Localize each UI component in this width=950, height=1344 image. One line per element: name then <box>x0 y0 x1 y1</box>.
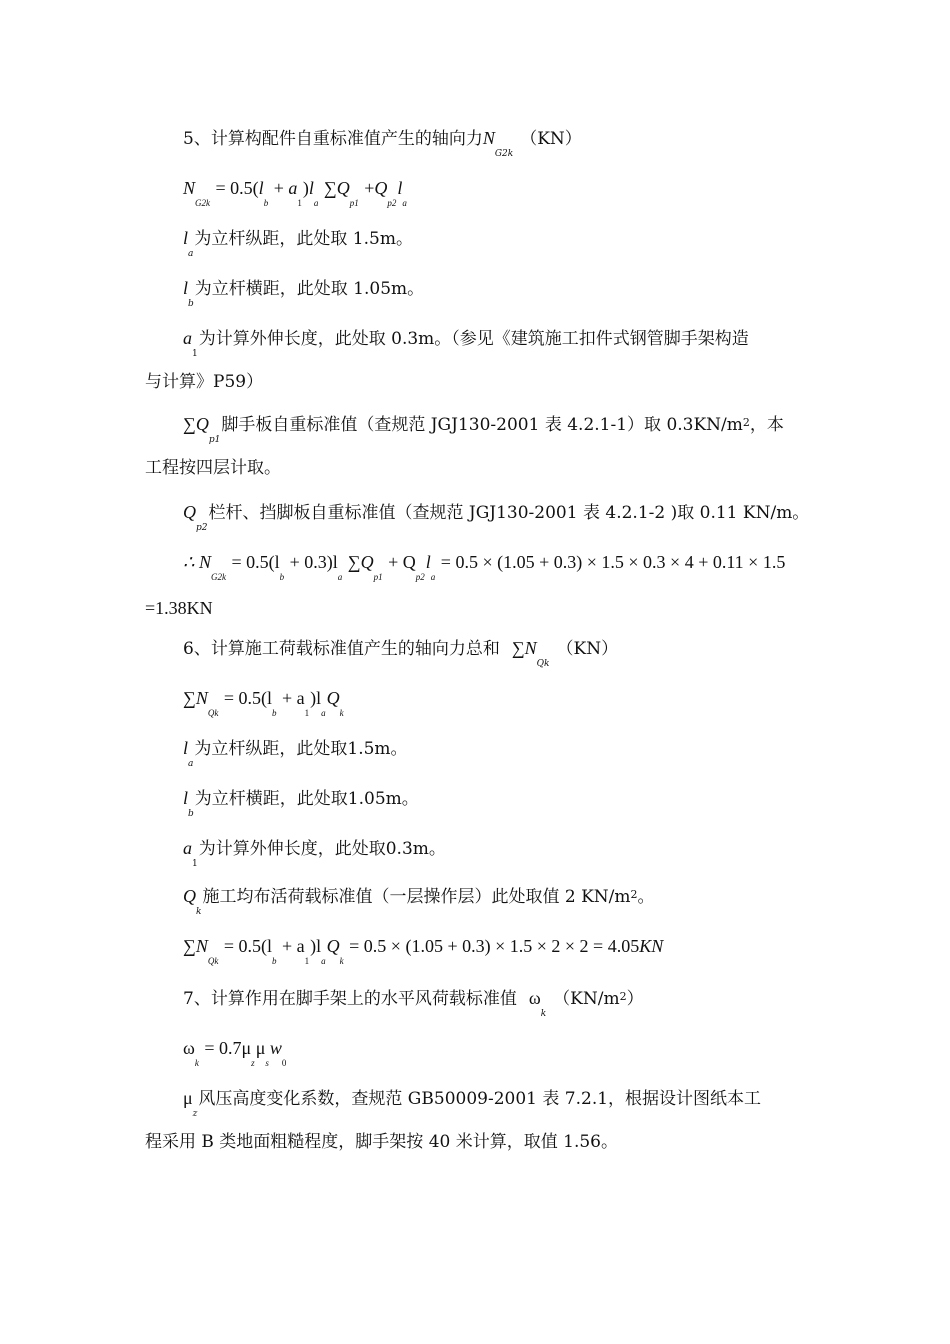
s6-a1-symbol: a <box>183 838 192 858</box>
s6-a1-sub: 1 <box>192 859 198 869</box>
section-7-formula <box>0 1036 950 1072</box>
section-6-la-definition <box>0 736 950 772</box>
s6-a1-text: 为计算外伸长度，此处取0.3m。 <box>198 839 446 859</box>
s7-mu: μ <box>255 1038 266 1058</box>
section-6-unit: （KN） <box>556 639 619 659</box>
la-text: 为立杆纵距，此处取 1.5m。 <box>194 229 413 249</box>
s6-qk-text: 施工均布活荷载标准值（一层操作层）此处取值 2 KN/m <box>202 887 631 907</box>
formula-a-sub: a <box>313 198 319 208</box>
s6-calc-values: = 0.5 × (1.05 + 0.3) × 1.5 × 2 × 2 = 4.05 <box>349 936 640 956</box>
s6-la-symbol: l <box>183 738 189 758</box>
formula-rhs: = 0.5( <box>215 178 259 198</box>
a1-symbol: a <box>183 328 192 348</box>
section-7-muz-continuation <box>0 1130 950 1166</box>
calc-sum: ∑Q <box>347 552 374 572</box>
s7-lhs-sub: k <box>194 1058 199 1068</box>
formula-l2: l <box>308 178 314 198</box>
calc-b-sub: b <box>279 572 285 582</box>
s7-rhs: = 0.7μ <box>204 1038 252 1058</box>
s6-calc-q: Q <box>326 936 340 956</box>
section-6-heading-text: 6、计算施工荷载标准值产生的轴向力总和 <box>183 639 500 659</box>
muz-sub: z <box>192 1109 198 1119</box>
a1-cont-text: 与计算》P59） <box>145 372 264 392</box>
formula-lhs: N <box>183 178 196 198</box>
s6-1-sub: 1 <box>304 708 310 718</box>
section-5-qp2-definition <box>0 500 950 536</box>
section-7-unit-close: ） <box>626 989 644 1009</box>
formula-tail-sub: a <box>402 198 407 208</box>
s6-qk-sub: k <box>196 907 202 917</box>
section-5-qp1-continuation <box>0 456 950 492</box>
qp1-cont-text: 工程按四层计取。 <box>145 458 281 478</box>
section-6-formula <box>0 686 950 722</box>
qp1-sup: 2 <box>742 416 750 429</box>
calc-values: = 0.5 × (1.05 + 0.3) × 1.5 × 0.3 × 4 + 0.11 × 1.5 <box>440 552 786 572</box>
formula-q: Q <box>374 178 388 198</box>
calc-a-sub: a <box>337 572 343 582</box>
section-5-result <box>0 596 950 632</box>
s6-calc-k-sub: k <box>339 956 344 966</box>
s6-qk-symbol: Q <box>183 886 196 906</box>
formula-plus: + <box>273 178 284 198</box>
a1-text: 为计算外伸长度，此处取 0.3m。（参见《建筑施工扣件式钢管脚手架构造 <box>198 329 749 349</box>
s7-w: w <box>269 1038 282 1058</box>
s6-calc-mid: + a <box>282 936 305 956</box>
calc-sub: G2k <box>210 572 226 582</box>
s6-k-sub: k <box>339 708 344 718</box>
section-6-calculation <box>0 934 950 970</box>
s6-q: Q <box>326 688 340 708</box>
calc-a2-sub: a <box>430 572 436 582</box>
section-5-heading <box>0 126 950 162</box>
section-5-a1-continuation <box>0 370 950 406</box>
formula-tail-l: l <box>397 178 403 198</box>
s6-calc-lhs-sub: Qk <box>207 956 219 966</box>
calc-mid: + 0.3)l <box>289 552 338 572</box>
formula-lhs-sub: G2k <box>195 198 211 208</box>
lb-symbol: l <box>183 278 189 298</box>
s6-mid: + a <box>282 688 305 708</box>
formula-plus2: + <box>364 178 375 198</box>
calc-l: l <box>425 552 431 572</box>
formula-close: ) <box>302 178 309 198</box>
qp1-text-end: ，本 <box>749 415 784 435</box>
section-6-a1-definition <box>0 836 950 872</box>
s6-qk-sup: 2 <box>630 888 638 901</box>
s6-calc-lhs: ∑N <box>183 936 208 956</box>
calc-p2-sub: p2 <box>415 572 425 582</box>
s6-la-text: 为立杆纵距，此处取1.5m。 <box>194 739 408 759</box>
s6-lhs-sub: Qk <box>207 708 219 718</box>
s6-qk-text-end: 。 <box>637 887 655 907</box>
s6-calc-a-sub: a <box>321 956 326 966</box>
qp1-symbol: ∑Q <box>183 414 209 434</box>
section-5-qp1-definition <box>0 412 950 448</box>
s6-calc-close: )l <box>310 936 322 956</box>
s6-calc-rhs: = 0.5(l <box>223 936 272 956</box>
section-5-heading-text: 5、计算构配件自重标准值产生的轴向力 <box>183 129 483 149</box>
s7-lhs: ω <box>183 1038 195 1058</box>
s6-calc-b-sub: b <box>272 956 277 966</box>
calc-prefix: ∴ N <box>183 552 211 572</box>
s7-z-sub: z <box>251 1058 255 1068</box>
s6-close: )l <box>310 688 322 708</box>
unit-kn: （KN） <box>520 129 582 149</box>
section-5-la-definition <box>0 226 950 262</box>
la-sub: a <box>188 249 194 259</box>
formula-1-sub: 1 <box>297 198 302 208</box>
la-symbol: l <box>183 228 189 248</box>
section-7-unit: （KN/m <box>553 989 620 1009</box>
s7-zero-sub: 0 <box>281 1058 287 1068</box>
s7-s-sub: s <box>265 1058 269 1068</box>
qp2-symbol: Q <box>183 502 196 522</box>
omega-symbol: ω <box>528 988 541 1008</box>
qk-subscript: Qk <box>536 659 550 669</box>
section-5-lb-definition <box>0 276 950 312</box>
lb-text: 为立杆横距，此处取 1.05m。 <box>194 279 425 299</box>
sum-n-symbol: ∑N <box>511 638 537 658</box>
qp1-text: 脚手板自重标准值（查规范 JGJ130-2001 表 4.2.1-1）取 0.3KN/m <box>221 415 743 435</box>
formula-a: a <box>288 178 298 198</box>
formula-l: l <box>258 178 264 198</box>
s6-lb-symbol: l <box>183 788 189 808</box>
formula-p1-sub: p1 <box>349 198 359 208</box>
section-7-muz-definition <box>0 1086 950 1122</box>
section-7-heading <box>0 986 950 1022</box>
a1-sub: 1 <box>192 349 198 359</box>
section-7-heading-text: 7、计算作用在脚手架上的水平风荷载标准值 <box>183 989 517 1009</box>
section-6-qk-definition <box>0 884 950 920</box>
s6-lb-text: 为立杆横距，此处取1.05m。 <box>194 789 419 809</box>
qp2-text: 栏杆、挡脚板自重标准值（查规范 JGJ130-2001 表 4.2.1-2 )取 0.11 KN/m。 <box>208 503 810 523</box>
qp1-sub: p1 <box>208 435 221 445</box>
muz-symbol: μ <box>183 1088 193 1108</box>
g2k-subscript: G2k <box>494 149 514 159</box>
s6-a-sub: a <box>321 708 326 718</box>
section-7-unit-sup: 2 <box>619 990 627 1003</box>
section-6-heading <box>0 636 950 672</box>
s6-lb-sub: b <box>188 809 194 819</box>
s6-lhs: ∑N <box>183 688 208 708</box>
section-5-calculation <box>0 550 950 586</box>
formula-b-sub: b <box>263 198 269 208</box>
section-5-formula <box>0 176 950 212</box>
s6-calc-unit: KN <box>639 936 664 956</box>
omega-k-sub: k <box>540 1009 547 1019</box>
formula-sum-q: ∑Q <box>323 178 350 198</box>
calc-rhs: = 0.5(l <box>231 552 280 572</box>
formula-p2-sub: p2 <box>387 198 397 208</box>
section-5-a1-definition <box>0 326 950 362</box>
muz-cont-text: 程采用 B 类地面粗糙程度，脚手架按 40 米计算，取值 1.56。 <box>145 1132 618 1152</box>
muz-text: 风压高度变化系数，查规范 GB50009-2001 表 7.2.1，根据设计图纸本工 <box>198 1089 762 1109</box>
qp2-sub: p2 <box>196 523 208 533</box>
lb-sub: b <box>188 299 194 309</box>
calc-result: =1.38KN <box>145 598 213 618</box>
s6-la-sub: a <box>188 759 194 769</box>
section-6-lb-definition <box>0 786 950 822</box>
s6-b-sub: b <box>272 708 277 718</box>
s6-rhs: = 0.5(l <box>223 688 272 708</box>
calc-p1-sub: p1 <box>373 572 383 582</box>
n-symbol: N <box>482 128 495 148</box>
calc-q: + Q <box>388 552 416 572</box>
s6-calc-1-sub: 1 <box>304 956 310 966</box>
